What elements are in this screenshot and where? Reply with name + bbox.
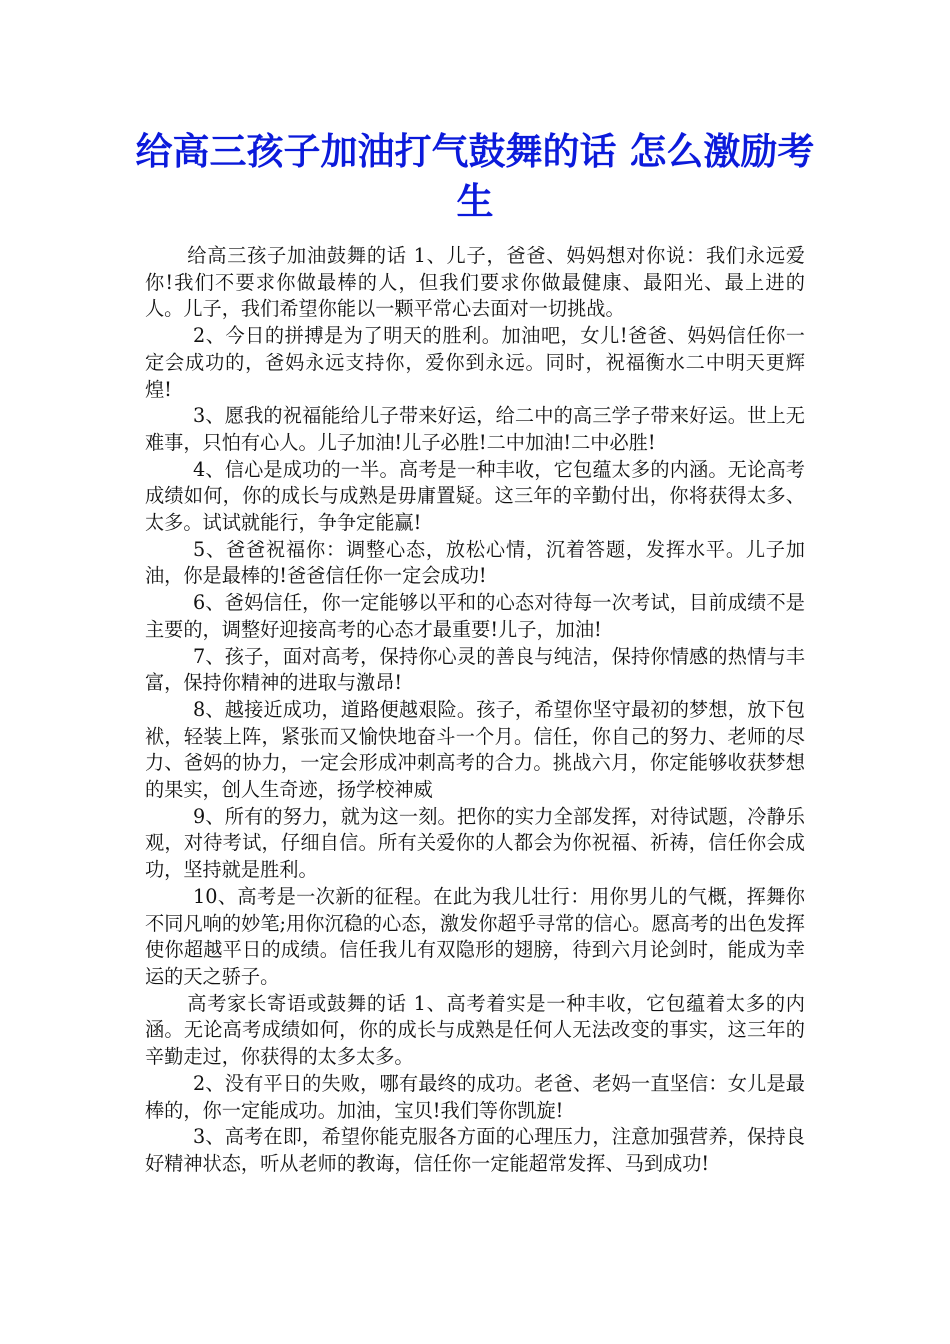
document-title: 给高三孩子加油打气鼓舞的话 怎么激励考生 (135, 129, 815, 223)
paragraph-section-2-item-2: 2、没有平日的失败，哪有最终的成功。老爸、老妈一直坚信：女儿是最棒的，你一定能成功。加油，宝贝!我们等你凯旋! (145, 1071, 805, 1122)
paragraph-3: 3、愿我的祝福能给儿子带来好运，给二中的高三学子带来好运。世上无难事，只怕有心人。儿子加油!儿子必胜!二中加油!二中必胜! (145, 404, 805, 454)
paragraph-section-1-intro: 给高三孩子加油鼓舞的话 1、儿子，爸爸、妈妈想对你说：我们永远爱你!我们不要求你做最棒的人，但我们要求你做最健康、最阳光、最上进的人。儿子，我们希望你能以一颗平常心去面对一切挑战。 (145, 244, 805, 321)
paragraph-2: 2、今日的拼搏是为了明天的胜利。加油吧，女儿!爸爸、妈妈信任你一定会成功的，爸妈永远支持你，爱你到永远。同时，祝福衡水二中明天更辉煌! (145, 324, 805, 401)
paragraph-6: 6、爸妈信任，你一定能够以平和的心态对待每一次考试，目前成绩不是主要的，调整好迎接高考的心态才最重要!儿子，加油! (145, 591, 805, 641)
paragraph-section-2-item-3: 3、高考在即，希望你能克服各方面的心理压力，注意加强营养，保持良好精神状态，听从老师的教诲，信任你一定能超常发挥、马到成功! (145, 1125, 805, 1175)
paragraph-10: 10、高考是一次新的征程。在此为我儿壮行：用你男儿的气概，挥舞你不同凡响的妙笔;用你沉稳的心态，激发你超乎寻常的信心。愿高考的出色发挥使你超越平日的成绩。信任我儿有双隐形的翅膀，待到六月论剑时，能成为幸运的天之骄子。 (145, 884, 805, 988)
document-body (145, 243, 805, 1178)
paragraph-7: 7、孩子，面对高考，保持你心灵的善良与纯洁，保持你情感的热情与丰富，保持你精神的进取与激昂! (145, 644, 805, 695)
paragraph-5: 5、爸爸祝福你：调整心态，放松心情，沉着答题，发挥水平。儿子加油，你是最棒的!爸爸信任你一定会成功! (145, 537, 805, 588)
paragraph-9: 9、所有的努力，就为这一刻。把你的实力全部发挥，对待试题，冷静乐观，对待考试，仔细自信。所有关爱你的人都会为你祝福、祈祷，信任你会成功，坚持就是胜利。 (145, 804, 805, 882)
paragraph-4: 4、信心是成功的一半。高考是一种丰收，它包蕴太多的内涵。无论高考成绩如何，你的成长与成熟是毋庸置疑。这三年的辛勤付出，你将获得太多、太多。试试就能行，争争定能赢! (145, 457, 805, 535)
paragraph-8: 8、越接近成功，道路便越艰险。孩子，希望你坚守最初的梦想，放下包袱，轻装上阵，紧张而又愉快地奋斗一个月。信任，你自己的努力、老师的尽力、爸妈的协力，一定会形成冲刺高考的合力。挑战六月，你定能够收获梦想的果实，创人生奇迹，扬学校神威 (145, 697, 805, 802)
paragraph-section-2-intro: 高考家长寄语或鼓舞的话 1、高考着实是一种丰收，它包蕴着太多的内涵。无论高考成绩如何，你的成长与成熟是任何人无法改变的事实，这三年的辛勤走过，你获得的太多太多。 (145, 991, 805, 1069)
